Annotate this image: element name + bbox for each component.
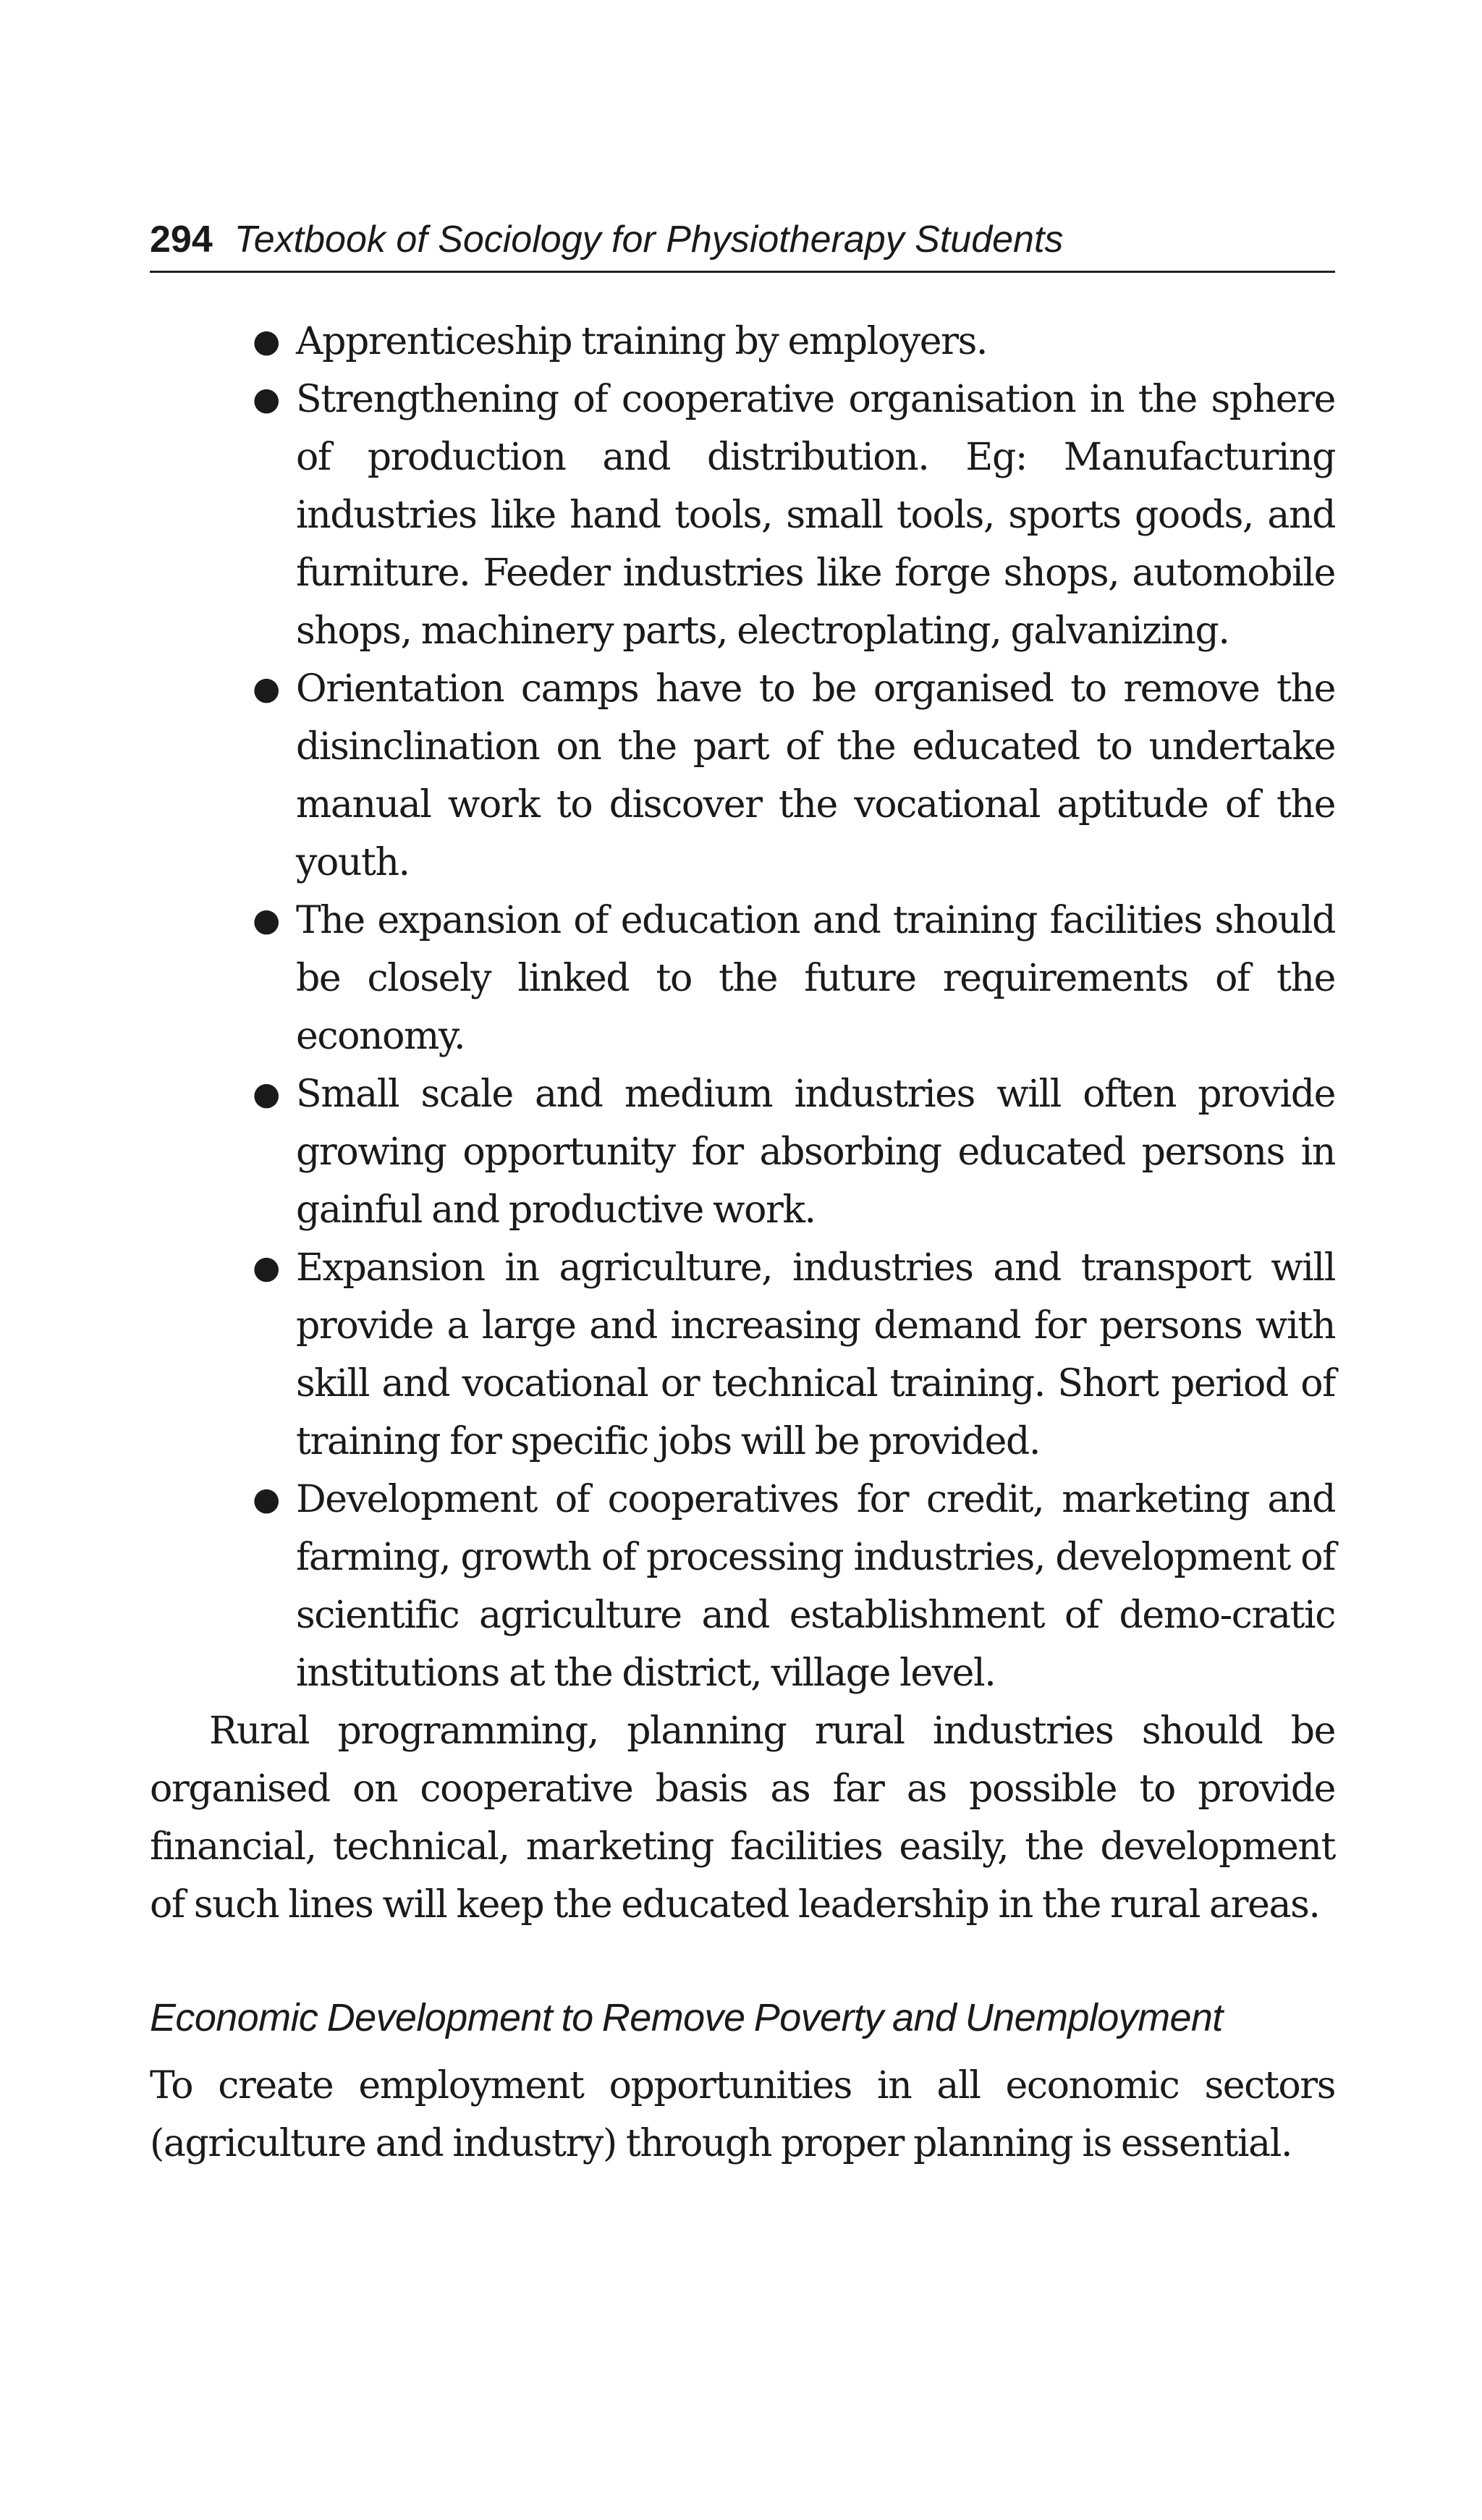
bullet-icon: ● [253, 381, 279, 418]
list-item-text: Strengthening of cooperative organisation in the sphere of production and distribution. Eg: Manufacturing industries like hand tools, small tools, sports goods, and furniture. Feeder industries like forge shops, automobile shops, machinery parts, electroplating, galvanizing. [296, 378, 1335, 653]
list-item [150, 1065, 1335, 1239]
list-item [150, 313, 1335, 371]
list-item-text: The expansion of education and training facilities should be closely linked to the future requirements of the economy. [296, 899, 1335, 1058]
page-number: 294 [150, 219, 213, 261]
book-page [150, 0, 1335, 2520]
running-head [150, 214, 1335, 273]
bullet-icon: ● [253, 1481, 279, 1518]
list-item-text: Development of cooperatives for credit, marketing and farming, growth of processing industries, development of scientific agriculture and establishment of demo-cratic institutions at the district, village level. [296, 1478, 1335, 1695]
list-item [150, 1239, 1335, 1471]
book-title: Textbook of Sociology for Physiotherapy Students [234, 219, 1064, 261]
list-item-text: Expansion in agriculture, industries and transport will provide a large and increasing demand for persons with skill and vocational or technical training. Short period of training for specific jobs will be provided. [296, 1246, 1335, 1463]
bullet-icon: ● [253, 1075, 279, 1112]
list-item-text: Apprenticeship training by employers. [296, 320, 988, 363]
list-item-text: Orientation camps have to be organised to remove the disinclination on the part of the educated to undertake manual work to discover the vocational aptitude of the youth. [296, 667, 1335, 884]
body-paragraph: Rural programming, planning rural industries should be organised on cooperative basis as far as possible to provide financial, technical, marketing facilities easily, the development of such lines will keep the educated leadership in the rural areas. [150, 1709, 1335, 1927]
bullet-icon: ● [253, 1249, 279, 1286]
list-item [150, 660, 1335, 892]
section-heading: Economic Development to Remove Poverty and Unemployment [150, 1996, 1223, 2039]
list-item [150, 371, 1335, 660]
section-paragraph: To create employment opportunities in all economic sectors (agriculture and industry) through proper planning is essential. [150, 2064, 1335, 2165]
list-item [150, 892, 1335, 1065]
bullet-icon: ● [253, 670, 279, 707]
list-item [150, 1471, 1335, 1702]
bullet-icon: ● [253, 902, 279, 939]
list-item-text: Small scale and medium industries will often provide growing opportunity for absorbing educated persons in gainful and productive work. [296, 1073, 1335, 1232]
body-text [150, 313, 1335, 2173]
bullet-list [150, 313, 1335, 1702]
bullet-icon: ● [253, 323, 279, 360]
